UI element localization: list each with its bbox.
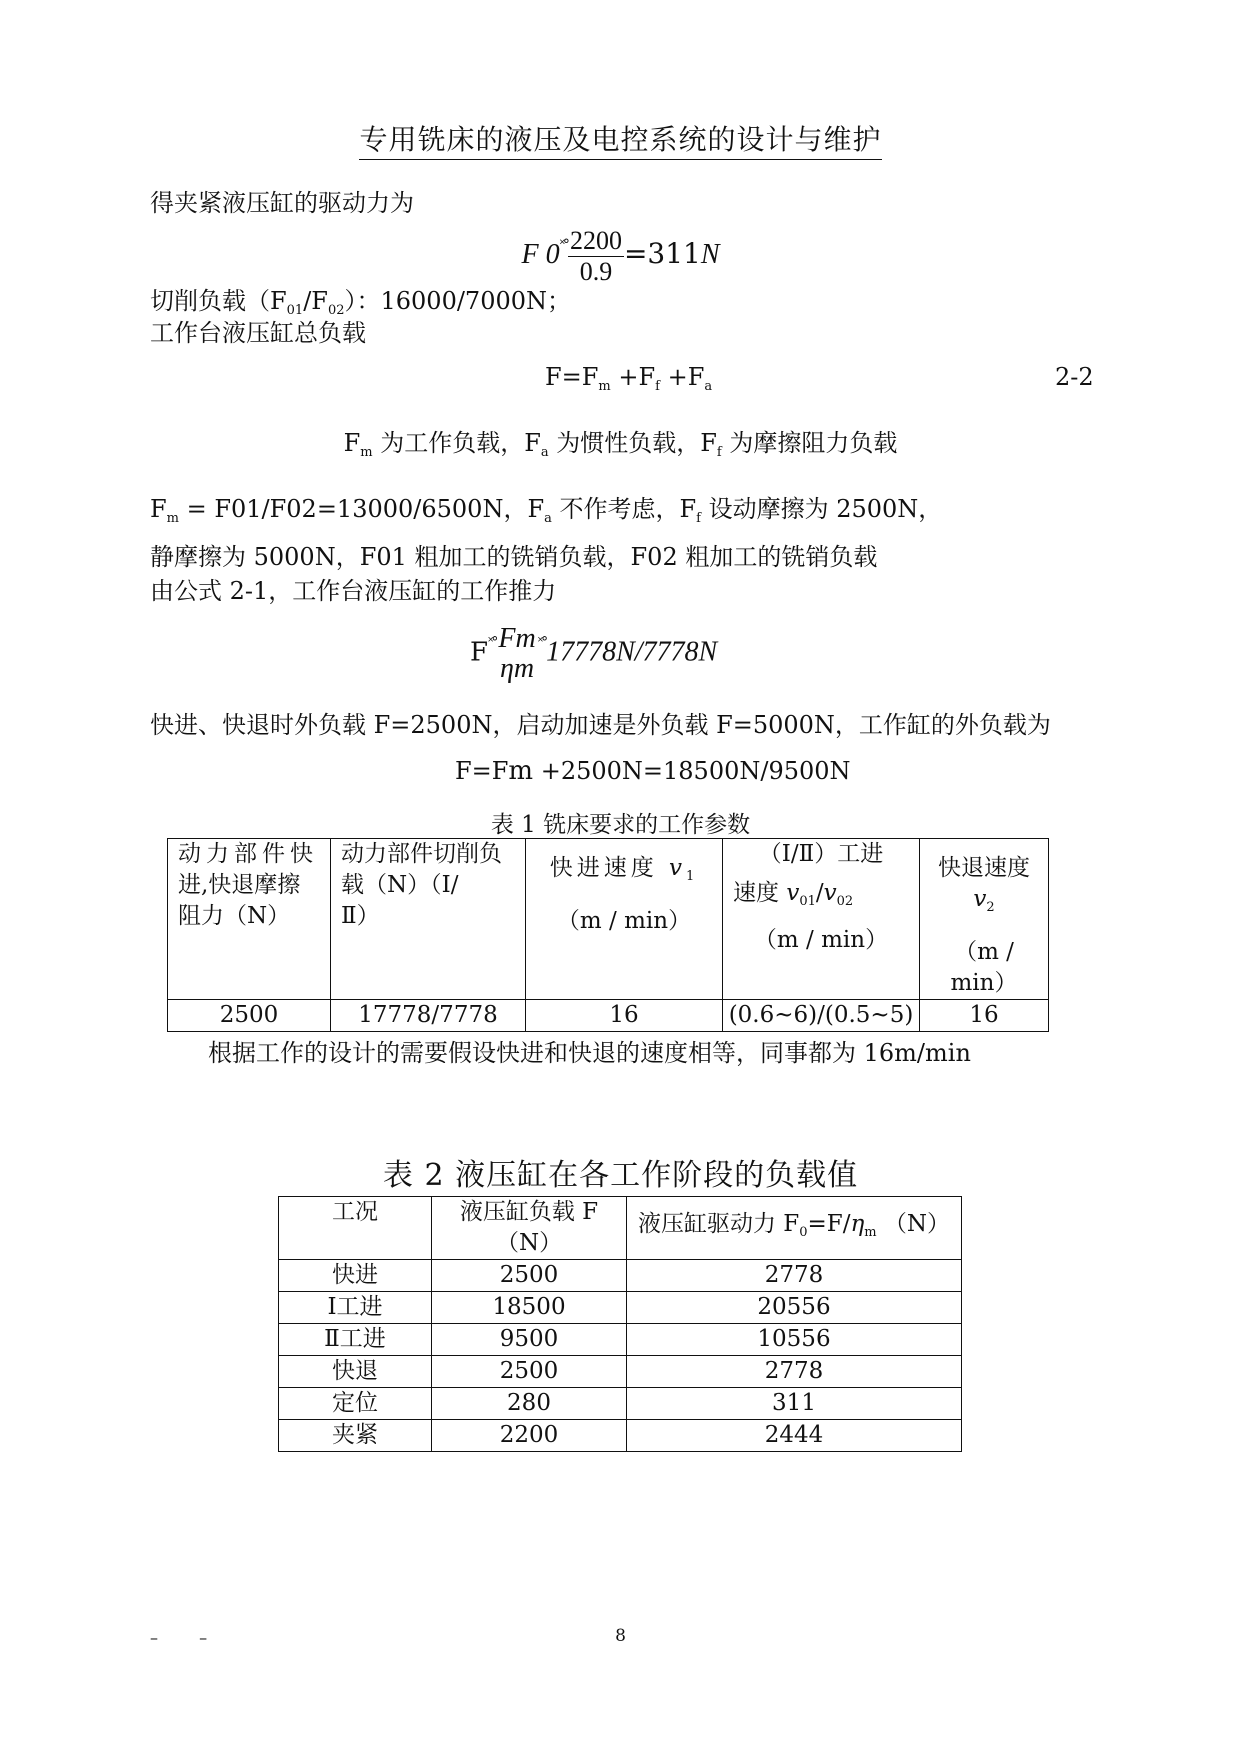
table2-cell: 20556: [627, 1292, 962, 1324]
table2-row: [279, 1388, 962, 1420]
paragraph-static-friction: 静摩擦为 5000N，F01 粗加工的铣销负载，F02 粗加工的铣销负载: [150, 543, 878, 571]
table2-header-cell: 液压缸驱动力 $F_0=F/\eta_m$ （N）: [627, 1197, 962, 1260]
table1-header-row: [168, 839, 1049, 1000]
table2-cell: Ⅰ工进: [279, 1292, 432, 1324]
paragraph-table-load: 工作台液压缸总负载: [150, 319, 366, 347]
footer-dashes: – –: [150, 1628, 226, 1647]
table1-cell: (0.6~6)/(0.5~5): [723, 1000, 920, 1032]
table1-header-cell: （Ⅰ/Ⅱ）工进 速度 $v_{01}/v_{02}$ （m / min）: [723, 839, 920, 1000]
table2-caption: 表 2 液压缸在各工作阶段的负载值: [382, 1158, 859, 1193]
table2-cell: 快退: [279, 1356, 432, 1388]
table2-load-values: [278, 1196, 962, 1452]
table2-header-cell: 液压缸负载 F （N）: [432, 1197, 627, 1260]
table1-cell: 16: [920, 1000, 1049, 1032]
table2-header-row: [279, 1197, 962, 1260]
paragraph-external-load: 快进、快退时外负载 F=2500N，启动加速是外负载 F=5000N，工作缸的外负载为: [150, 711, 1051, 739]
table2-cell: 夹紧: [279, 1420, 432, 1452]
table1-header-cell: 动力部件快 进,快退摩擦 阻力（N）: [168, 839, 331, 1000]
table2-row: [279, 1324, 962, 1356]
table1-work-parameters: [167, 838, 1049, 1032]
table2-cell: 2778: [627, 1356, 962, 1388]
equation-number: 2-2: [1055, 363, 1094, 391]
paragraph-thrust-formula: 由公式 2-1，工作台液压缸的工作推力: [150, 577, 557, 605]
table2-cell: 18500: [432, 1292, 627, 1324]
table2-cell: 2500: [432, 1260, 627, 1292]
table2-cell: 9500: [432, 1324, 627, 1356]
table2-cell: 快进: [279, 1260, 432, 1292]
paragraph-cutting-load: 切削负载$(F_{01}/F_{02})$：16000/7000N；: [150, 287, 572, 318]
page-header-title: 专用铣床的液压及电控系统的设计与维护: [0, 118, 1241, 158]
table2-cell: 定位: [279, 1388, 432, 1420]
table1-header-cell: 快进速度 $v_1$ （m / min）: [526, 839, 723, 1000]
table2-row: [279, 1420, 962, 1452]
paragraph-clamping-force: 得夹紧液压缸的驱动力为: [150, 189, 414, 217]
table2-row: [279, 1292, 962, 1324]
equation-clamping-force: F 0˟° $\frac{2200}{0.9}$ =311N: [521, 226, 720, 286]
paragraph-speed-assumption: 根据工作的设计的需要假设快进和快退的速度相等，同事都为 16m/min: [208, 1039, 971, 1067]
table2-cell: Ⅱ工进: [279, 1324, 432, 1356]
paragraph-load-definitions: $F_m$ 为工作负载，$F_a$ 为惯性负载，$F_f$ 为摩擦阻力负载: [343, 429, 898, 460]
table1-cell: 17778/7778: [331, 1000, 526, 1032]
table2-cell: 311: [627, 1388, 962, 1420]
table2-cell: 2444: [627, 1420, 962, 1452]
table1-header-cell: 快退速度 $v_2$ （m / min）: [920, 839, 1049, 1000]
table2-cell: 2500: [432, 1356, 627, 1388]
equation-thrust: F˟° Fm ηm ˟°17778N/7778N: [470, 623, 718, 684]
table1-header-cell: 动力部件切削负 载（N）（Ⅰ/ Ⅱ）: [331, 839, 526, 1000]
table2-cell: 2200: [432, 1420, 627, 1452]
table2-cell: 10556: [627, 1324, 962, 1356]
table1-caption: 表 1 铣床要求的工作参数: [490, 812, 751, 838]
table2-row: [279, 1356, 962, 1388]
table1-data-row: [168, 1000, 1049, 1032]
equation-total-load: $F=F_m +F_f +F_a$: [545, 363, 713, 394]
table2-cell: 280: [432, 1388, 627, 1420]
table1-cell: 2500: [168, 1000, 331, 1032]
equation-external-load: F=Fm +2500N=18500N/9500N: [455, 756, 851, 786]
table2-header-cell: 工况: [279, 1197, 432, 1260]
table2-cell: 2778: [627, 1260, 962, 1292]
table1-cell: 16: [526, 1000, 723, 1032]
table2-row: [279, 1260, 962, 1292]
page-number: 8: [615, 1626, 626, 1646]
paragraph-working-load: $F_m = F01/F02=13000/6500N$，$F_a$ 不作考虑，$F_f$ 设动摩擦为 2500N，: [150, 495, 943, 526]
